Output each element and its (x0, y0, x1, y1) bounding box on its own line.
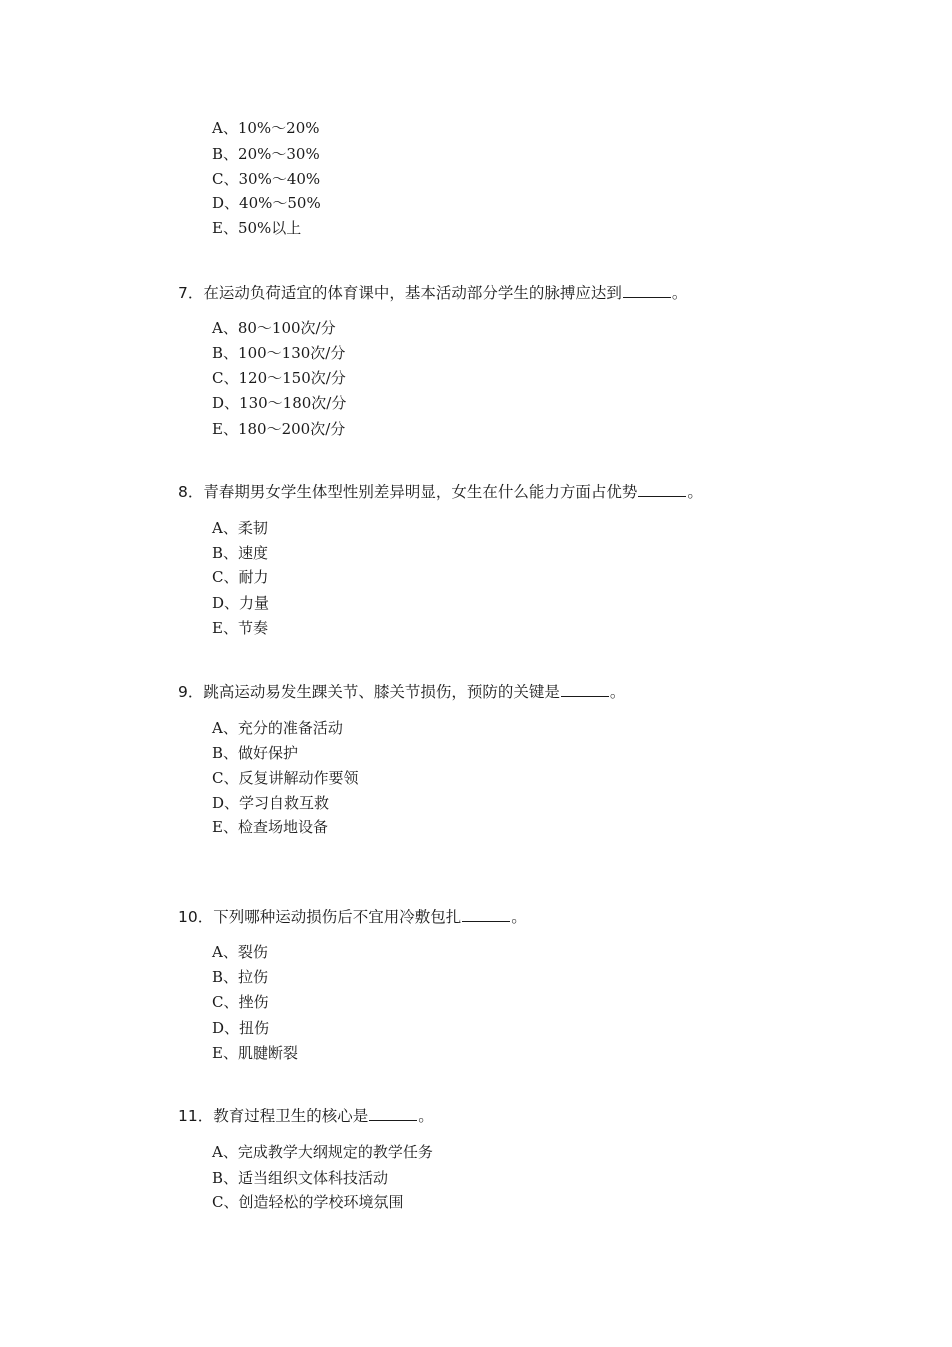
option-prev-e: E、50%以上 (212, 219, 302, 237)
option-7-e: E、180～200次/分 (212, 420, 346, 438)
question-8-text: 8．青春期男女学生体型性别差异明显，女生在什么能力方面占优势 (178, 483, 638, 501)
option-9-c: C、反复讲解动作要领 (212, 769, 359, 787)
option-8-a: A、柔韧 (212, 519, 268, 537)
question-10-end: 。 (511, 908, 527, 926)
option-10-a: A、裂伤 (212, 943, 268, 961)
question-7-text: 7．在运动负荷适宜的体育课中，基本活动部分学生的脉搏应达到 (178, 284, 622, 302)
option-7-b: B、100～130次/分 (212, 344, 346, 362)
answer-blank (638, 482, 686, 497)
option-prev-c: C、30%～40% (212, 170, 321, 188)
option-8-b: B、速度 (212, 544, 269, 562)
question-7-end: 。 (671, 284, 688, 302)
option-10-d: D、扭伤 (212, 1019, 270, 1037)
option-prev-d: D、40%～50% (212, 194, 321, 212)
option-11-c: C、创造轻松的学校环境氛围 (212, 1193, 404, 1211)
question-7 (178, 283, 687, 303)
option-10-b: B、拉伤 (212, 968, 269, 986)
question-8-end: 。 (687, 483, 703, 501)
answer-blank (561, 682, 609, 697)
option-10-c: C、挫伤 (212, 993, 269, 1011)
option-9-b: B、做好保护 (212, 744, 299, 762)
question-8 (178, 482, 703, 502)
answer-blank (369, 1106, 417, 1121)
question-9-text: 9．跳高运动易发生踝关节、膝关节损伤，预防的关键是 (178, 683, 560, 701)
option-9-e: E、检查场地设备 (212, 818, 328, 836)
question-10 (178, 907, 527, 927)
option-8-d: D、力量 (212, 594, 270, 612)
option-9-a: A、充分的准备活动 (212, 719, 343, 737)
question-9-end: 。 (609, 683, 626, 701)
option-10-e: E、肌腱断裂 (212, 1044, 298, 1062)
answer-blank (623, 283, 671, 298)
answer-blank (462, 907, 510, 922)
option-11-a: A、完成教学大纲规定的教学任务 (212, 1143, 433, 1161)
question-11-end: 。 (418, 1107, 434, 1125)
question-9 (178, 682, 625, 702)
option-prev-a: A、10%～20% (212, 119, 320, 137)
option-prev-b: B、20%～30% (212, 145, 320, 163)
option-8-c: C、耐力 (212, 568, 269, 586)
question-11-text: 11．教育过程卫生的核心是 (178, 1107, 369, 1125)
option-8-e: E、节奏 (212, 619, 268, 637)
option-7-c: C、120～150次/分 (212, 369, 346, 387)
option-7-d: D、130～180次/分 (212, 394, 347, 412)
option-9-d: D、学习自救互救 (212, 794, 330, 812)
option-7-a: A、80～100次/分 (212, 319, 336, 337)
question-10-text: 10．下列哪种运动损伤后不宜用冷敷包扎 (178, 908, 462, 926)
option-11-b: B、适当组织文体科技活动 (212, 1169, 389, 1187)
question-11 (178, 1106, 434, 1126)
